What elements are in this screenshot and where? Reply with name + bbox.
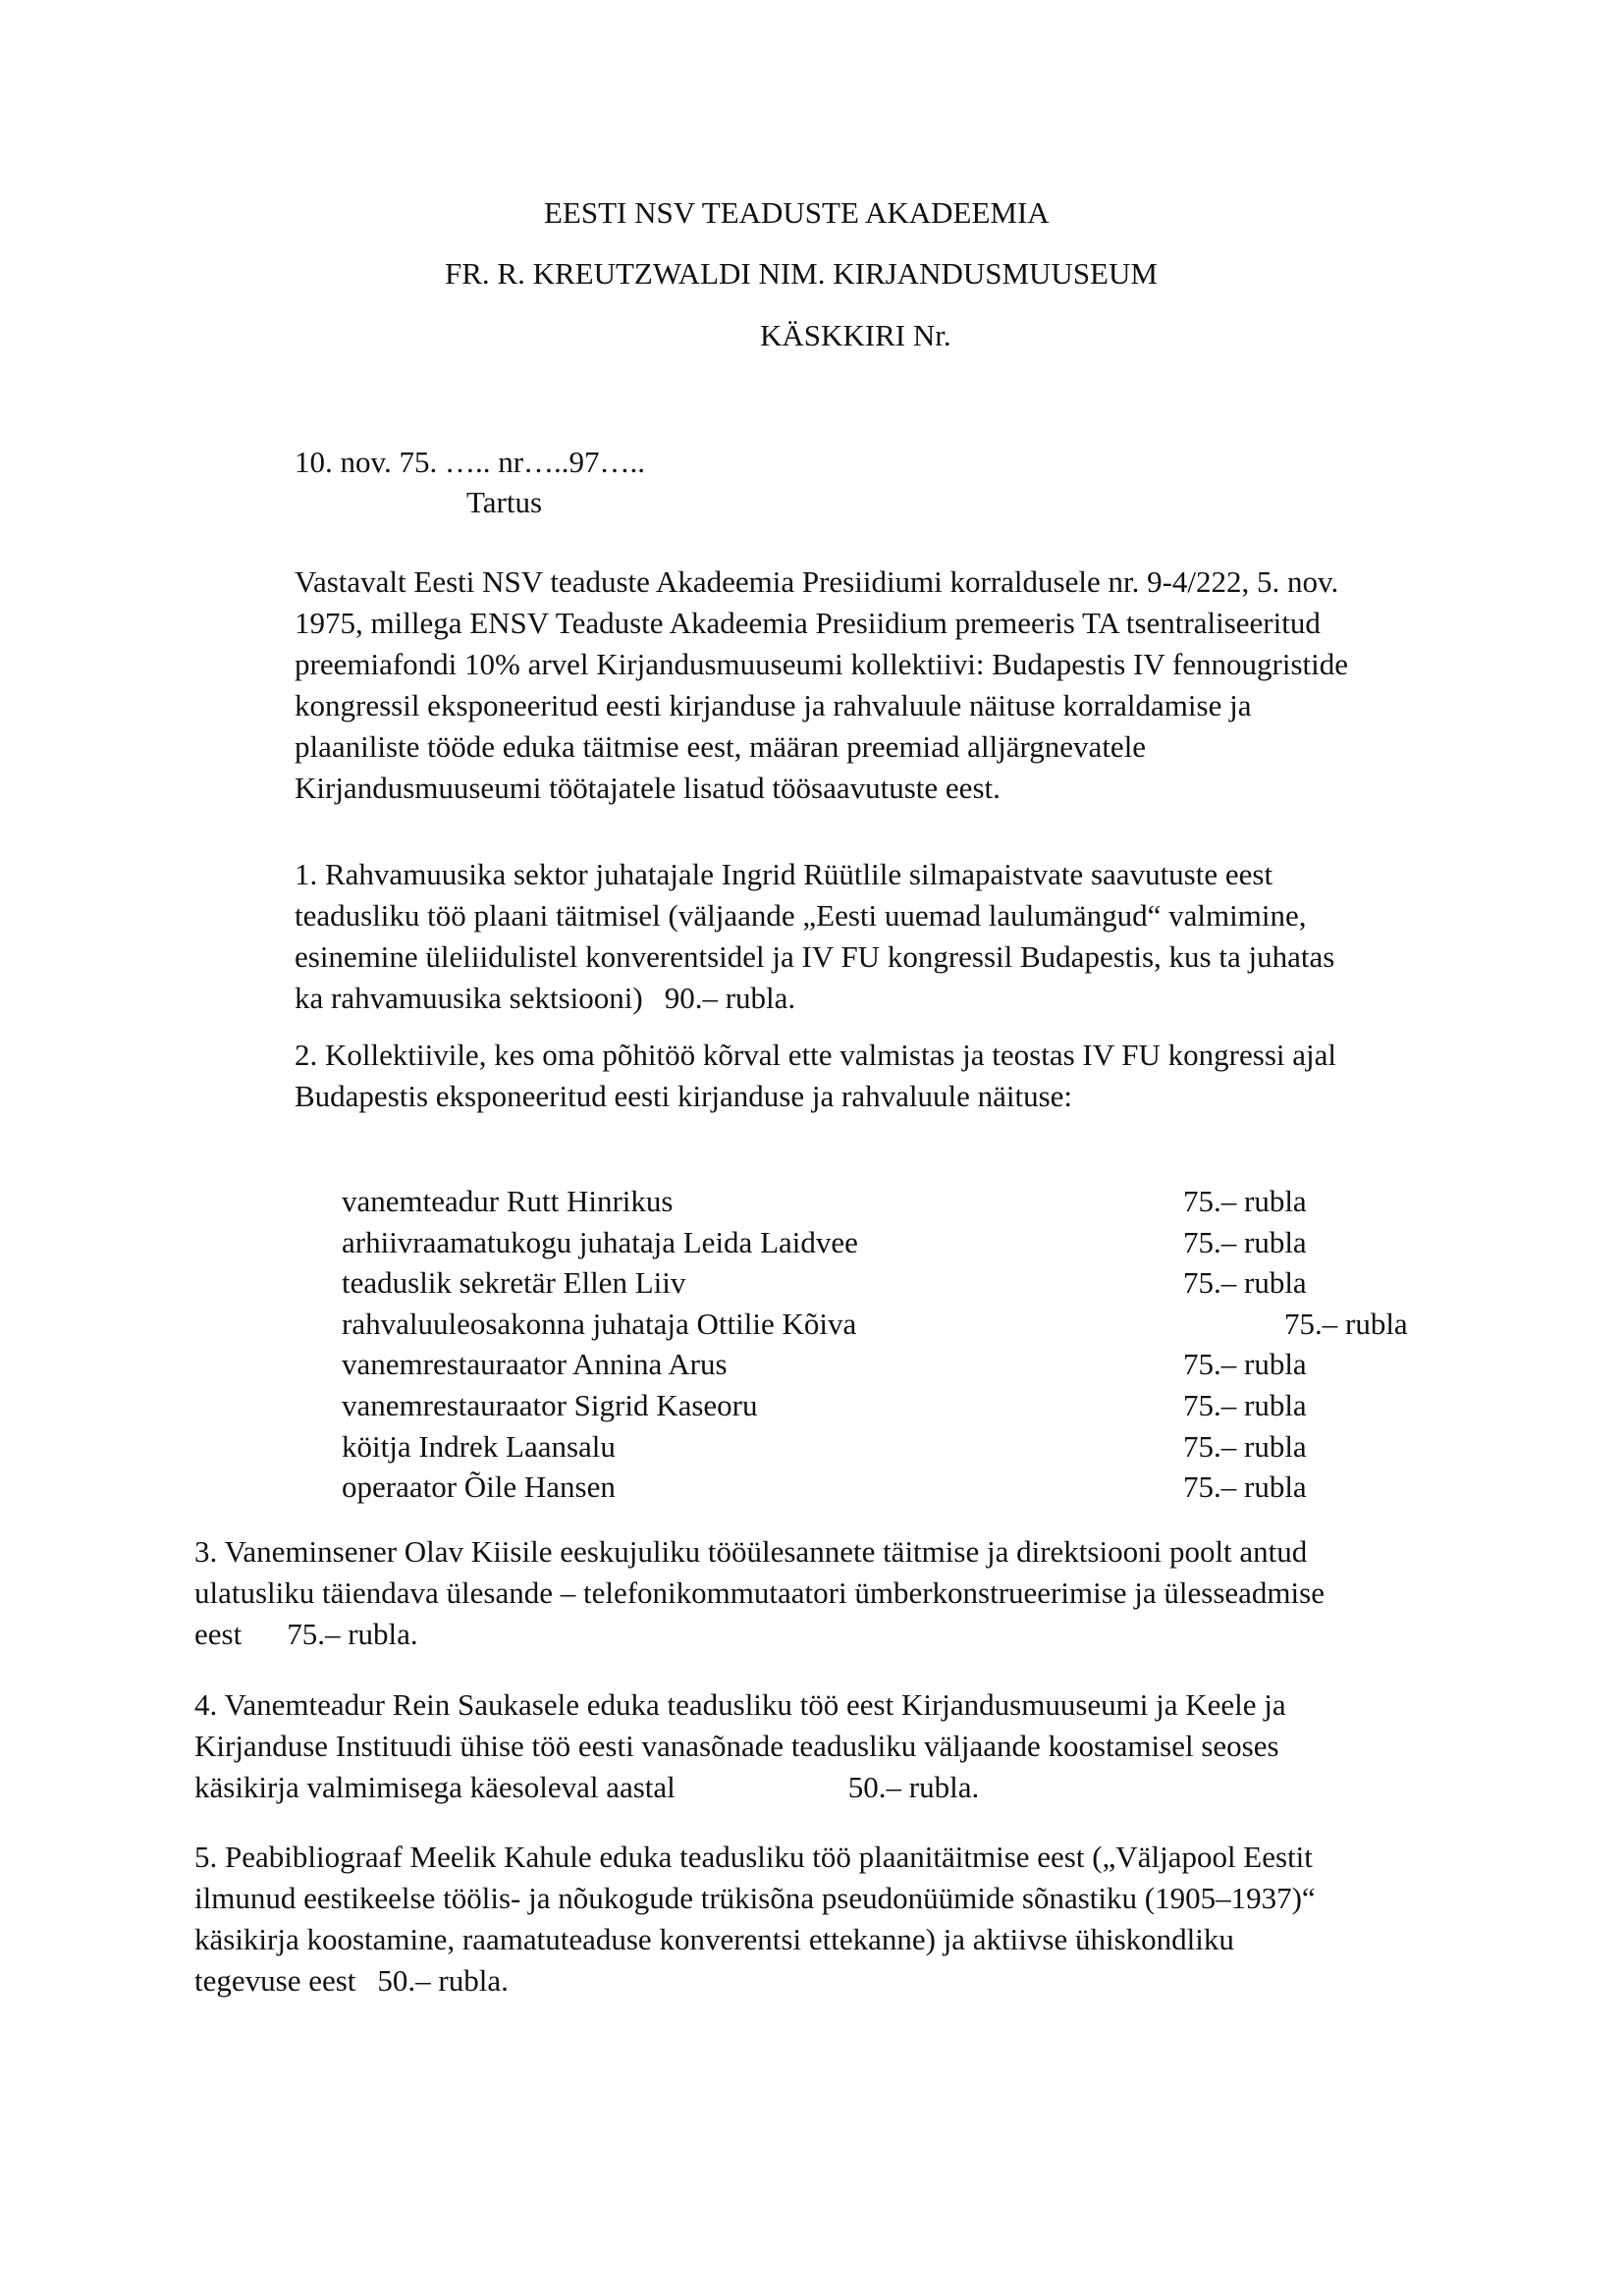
item-2-line: 2. Kollektiivile, kes oma põhitöö kõrval ette valmistas ja teostas IV FU kongressi ajal xyxy=(295,1038,1336,1072)
intro-paragraph xyxy=(295,561,1453,809)
award-amount: 75.– rubla xyxy=(1183,1469,1307,1505)
intro-line: plaaniliste tööde eduka täitmise eest, määran preemiad alljärgnevatele xyxy=(295,729,1147,764)
award-row xyxy=(342,1467,1422,1508)
item-1-paragraph xyxy=(295,854,1453,1019)
header-academy: EESTI NSV TEADUSTE AKADEEMIA xyxy=(544,195,1050,230)
item-4-text: käsikirja valmimisega käesoleval aastal xyxy=(194,1770,676,1804)
header-museum: FR. R. KREUTZWALDI NIM. KIRJANDUSMUUSEUM xyxy=(445,256,1158,291)
award-row xyxy=(342,1304,1422,1345)
award-recipient: operaator Õile Hansen xyxy=(342,1469,616,1505)
item-3-line: ulatusliku täiendava ülesande – telefonikommutaatori ümberkonstrueerimise ja ülesseadmise xyxy=(194,1575,1325,1610)
item-1-line: esinemine üleliidulistel konverentsidel ja IV FU kongressil Budapestis, kus ta juhatas xyxy=(295,939,1335,974)
award-amount: 75.– rubla xyxy=(1183,1347,1307,1382)
award-row xyxy=(342,1262,1422,1304)
item-3-line: 3. Vaneminsener Olav Kiisile eeskujuliku tööülesannete täitmise ja direktsiooni poolt antud xyxy=(194,1534,1308,1569)
item-1-line xyxy=(295,978,1453,1019)
item-5-line: 5. Peabibliograaf Meelik Kahule eduka teadusliku töö plaanitäitmise eest („Väljapool Eestit xyxy=(194,1840,1313,1874)
intro-line: 1975, millega ENSV Teaduste Akadeemia Presiidium premeeris TA tsentraliseeritud xyxy=(295,606,1321,640)
item-4-paragraph xyxy=(194,1684,1432,1808)
item-5-amount: 50.– rubla. xyxy=(377,1963,509,1998)
intro-line: preemiafondi 10% arvel Kirjandusmuuseumi kollektiivi: Budapestis IV fennougristide xyxy=(295,647,1349,681)
item-4-line: Kirjanduse Instituudi ühise töö eesti vanasõnade teadusliku väljaande koostamisel seoses xyxy=(194,1729,1279,1763)
item-3-amount: 75.– rubla. xyxy=(287,1617,418,1651)
award-amount: 75.– rubla xyxy=(1183,1387,1307,1422)
award-row xyxy=(342,1344,1422,1385)
intro-line: kongressil eksponeeritud eesti kirjanduse ja rahvaluule näituse korraldamise ja xyxy=(295,688,1252,722)
award-amount: 75.– rubla xyxy=(1183,1224,1307,1259)
item-1-line: teadusliku töö plaani täitmisel (väljaande „Eesti uuemad laulumängud“ valmimine, xyxy=(295,898,1307,933)
item-3-text: eest xyxy=(194,1617,243,1651)
item-5-paragraph xyxy=(194,1837,1432,2002)
award-recipient: vanemrestauraator Sigrid Kaseoru xyxy=(342,1387,758,1422)
item-5-text: tegevuse eest xyxy=(194,1963,356,1998)
award-recipient: vanemteadur Rutt Hinrikus xyxy=(342,1184,674,1218)
intro-line: Vastavalt Eesti NSV teaduste Akadeemia Presiidiumi korraldusele nr. 9-4/222, 5. nov. xyxy=(295,564,1339,599)
award-amount: 75.– rubla xyxy=(1183,1428,1307,1464)
award-recipient: köitja Indrek Laansalu xyxy=(342,1428,616,1464)
award-row xyxy=(342,1181,1422,1222)
item-1-line: 1. Rahvamuusika sektor juhatajale Ingrid Rüütlile silmapaistvate saavutuste eest xyxy=(295,857,1273,891)
item-2-line: Budapestis eksponeeritud eesti kirjanduse ja rahvaluule näituse: xyxy=(295,1079,1072,1113)
award-row xyxy=(342,1222,1422,1263)
item-4-line: 4. Vanemteadur Rein Saukasele eduka teadusliku töö eest Kirjandusmuuseumi ja Keele ja xyxy=(194,1687,1286,1722)
item-5-line xyxy=(194,1960,1432,2002)
award-recipient: teaduslik sekretär Ellen Liiv xyxy=(342,1265,686,1301)
item-3-paragraph xyxy=(194,1531,1432,1655)
award-row xyxy=(342,1385,1422,1426)
item-4-amount: 50.– rubla. xyxy=(847,1770,980,1804)
header-order-title: KÄSKKIRI Nr. xyxy=(760,318,951,352)
award-row xyxy=(342,1426,1422,1468)
item-4-line xyxy=(194,1767,1432,1808)
order-place: Tartus xyxy=(466,485,543,519)
intro-line: Kirjandusmuuseumi töötajatele lisatud töösaavutuste eest. xyxy=(295,771,1001,805)
award-amount: 75.– rubla xyxy=(1284,1306,1408,1341)
item-1-amount: 90.– rubla. xyxy=(664,981,796,1015)
award-amount: 75.– rubla xyxy=(1183,1184,1307,1218)
item-5-line: käsikirja koostamine, raamatuteaduse konverentsi ettekanne) ja aktiivse ühiskondliku xyxy=(194,1922,1234,1956)
award-recipient: vanemrestauraator Annina Arus xyxy=(342,1347,728,1382)
item-2-paragraph xyxy=(295,1035,1453,1117)
award-recipient: arhiivraamatukogu juhataja Leida Laidvee xyxy=(342,1224,858,1259)
item-3-line xyxy=(194,1614,1432,1655)
award-list xyxy=(342,1181,1422,1508)
order-date-number: 10. nov. 75. ….. nr…..97….. xyxy=(295,445,646,479)
award-amount: 75.– rubla xyxy=(1183,1265,1307,1301)
award-recipient: rahvaluuleosakonna juhataja Ottilie Kõiva xyxy=(342,1306,857,1341)
item-5-line: ilmunud eestikeelse töölis- ja nõukogude trükisõna pseudonüümide sõnastiku (1905–1937)“ xyxy=(194,1881,1316,1915)
item-1-text: ka rahvamuusika sektsiooni) xyxy=(295,981,643,1015)
